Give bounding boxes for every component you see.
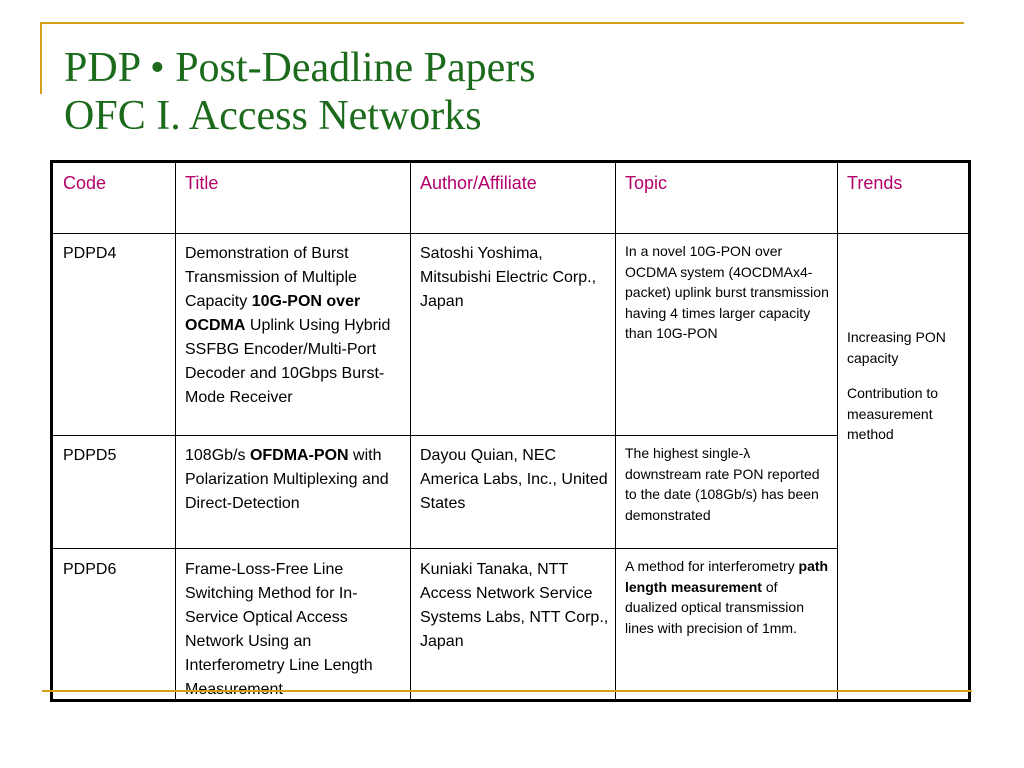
header-topic: Topic: [625, 173, 668, 193]
row-divider: [53, 435, 837, 436]
papers-table: [50, 160, 971, 702]
row-2-title-text-end: with Polarization Multiplexing and Direct-Detection: [185, 447, 389, 512]
slide-title-line-2: OFC I. Access Networks: [64, 93, 482, 139]
column-divider: [615, 163, 616, 699]
top-accent-rule: [40, 22, 964, 24]
row-2-title-text: 108Gb/s: [185, 447, 250, 464]
header-divider: [53, 233, 968, 234]
header-title: Title: [185, 173, 219, 193]
header-trends: Trends: [847, 173, 903, 193]
trend-item: Contribution to measurement method: [847, 385, 939, 442]
column-divider: [410, 163, 411, 699]
row-divider: [53, 548, 837, 549]
row-3-topic-text-end: of dualized optical transmission lines with precision of 1mm.: [625, 578, 804, 636]
trends-cell: [847, 327, 967, 445]
row-1-title-text: Demonstration of Burst Transmission of Multiple Capacity: [185, 245, 357, 310]
left-accent-rule: [40, 22, 42, 94]
row-1-title-emphasis: 10G-PON over OCDMA: [185, 293, 361, 334]
row-3-title: Frame-Loss-Free Line Switching Method for In-Service Optical Access Network Using an Interferometry Line Length: [185, 561, 373, 674]
row-1-title: [185, 242, 405, 410]
header-author: Author/Affiliate: [420, 173, 537, 193]
row-3-topic-text: A method for interferometry: [625, 558, 799, 574]
row-3-author: Kuniaki Tanaka, NTT Access Network Service Systems Labs, NTT Corp., Japan: [420, 561, 609, 650]
row-2-title: [185, 444, 405, 516]
row-1-code: PDPD4: [63, 245, 117, 262]
trend-item: Increasing PON capacity: [847, 329, 946, 366]
slide-title-line-1: PDP • Post-Deadline Papers: [64, 45, 536, 91]
row-3-code: PDPD6: [63, 561, 117, 578]
column-divider: [175, 163, 176, 699]
header-code: Code: [63, 173, 107, 193]
row-1-title-text-end: Uplink Using Hybrid SSFBG Encoder/Multi-Port Decoder and 10Gbps Burst-Mode Receiver: [185, 317, 391, 406]
bottom-accent-rule: [42, 690, 972, 692]
row-1-author: Satoshi Yoshima, Mitsubishi Electric Corp., Japan: [420, 245, 597, 310]
row-1-topic: In a novel 10G-PON over OCDMA system (4OCDMAx4-packet) uplink burst transmission having 4 times larger capacity than 10G-PON: [625, 243, 829, 341]
slide-title: [64, 44, 536, 140]
row-3-topic-emphasis: path length measurement: [625, 558, 829, 595]
row-2-topic: The highest single-λ downstream rate PON reported to the date (108Gb/s) has been demonstrated: [625, 445, 820, 523]
row-2-author: Dayou Quian, NEC America Labs, Inc., United States: [420, 447, 608, 512]
column-divider: [837, 163, 838, 699]
row-3-topic: [625, 556, 830, 638]
row-2-code: PDPD5: [63, 447, 117, 464]
row-2-title-emphasis: OFDMA-PON: [249, 447, 349, 464]
